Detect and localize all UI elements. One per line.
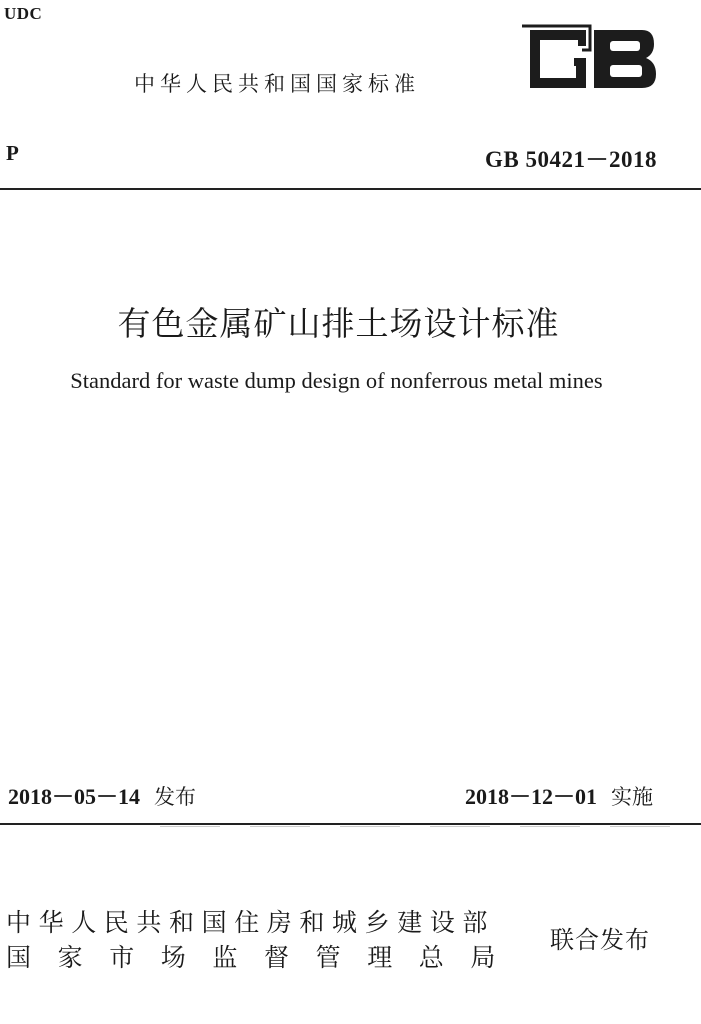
standard-number: GB 50421－2018 (485, 147, 657, 172)
footer-divider (0, 823, 701, 825)
issue-label: 发布 (154, 785, 197, 809)
issuer-ministry: 中华人民共和国住房和城乡建设部 (6, 908, 496, 937)
effective-date: 2018－12－01 (464, 784, 597, 809)
classification-code: P (6, 141, 19, 165)
title-chinese: 有色金属矿山排土场设计标准 (117, 304, 560, 343)
issue-date-block (8, 780, 196, 811)
header-divider (0, 188, 701, 190)
issuer-administration: 国家市场监督管理总局 (6, 943, 523, 972)
gb-logo-icon (520, 22, 660, 96)
udc-label: UDC (4, 4, 43, 23)
joint-issue-label: 联合发布 (550, 926, 650, 954)
effective-label: 实施 (611, 785, 653, 809)
title-english: Standard for waste dump design of nonferrous metal mines (70, 368, 603, 393)
national-standard-label: 中华人民共和国国家标准 (134, 72, 420, 96)
divider-shadow (160, 826, 670, 827)
effective-date-block (465, 780, 653, 811)
issue-date: 2018－05－14 (8, 784, 141, 809)
